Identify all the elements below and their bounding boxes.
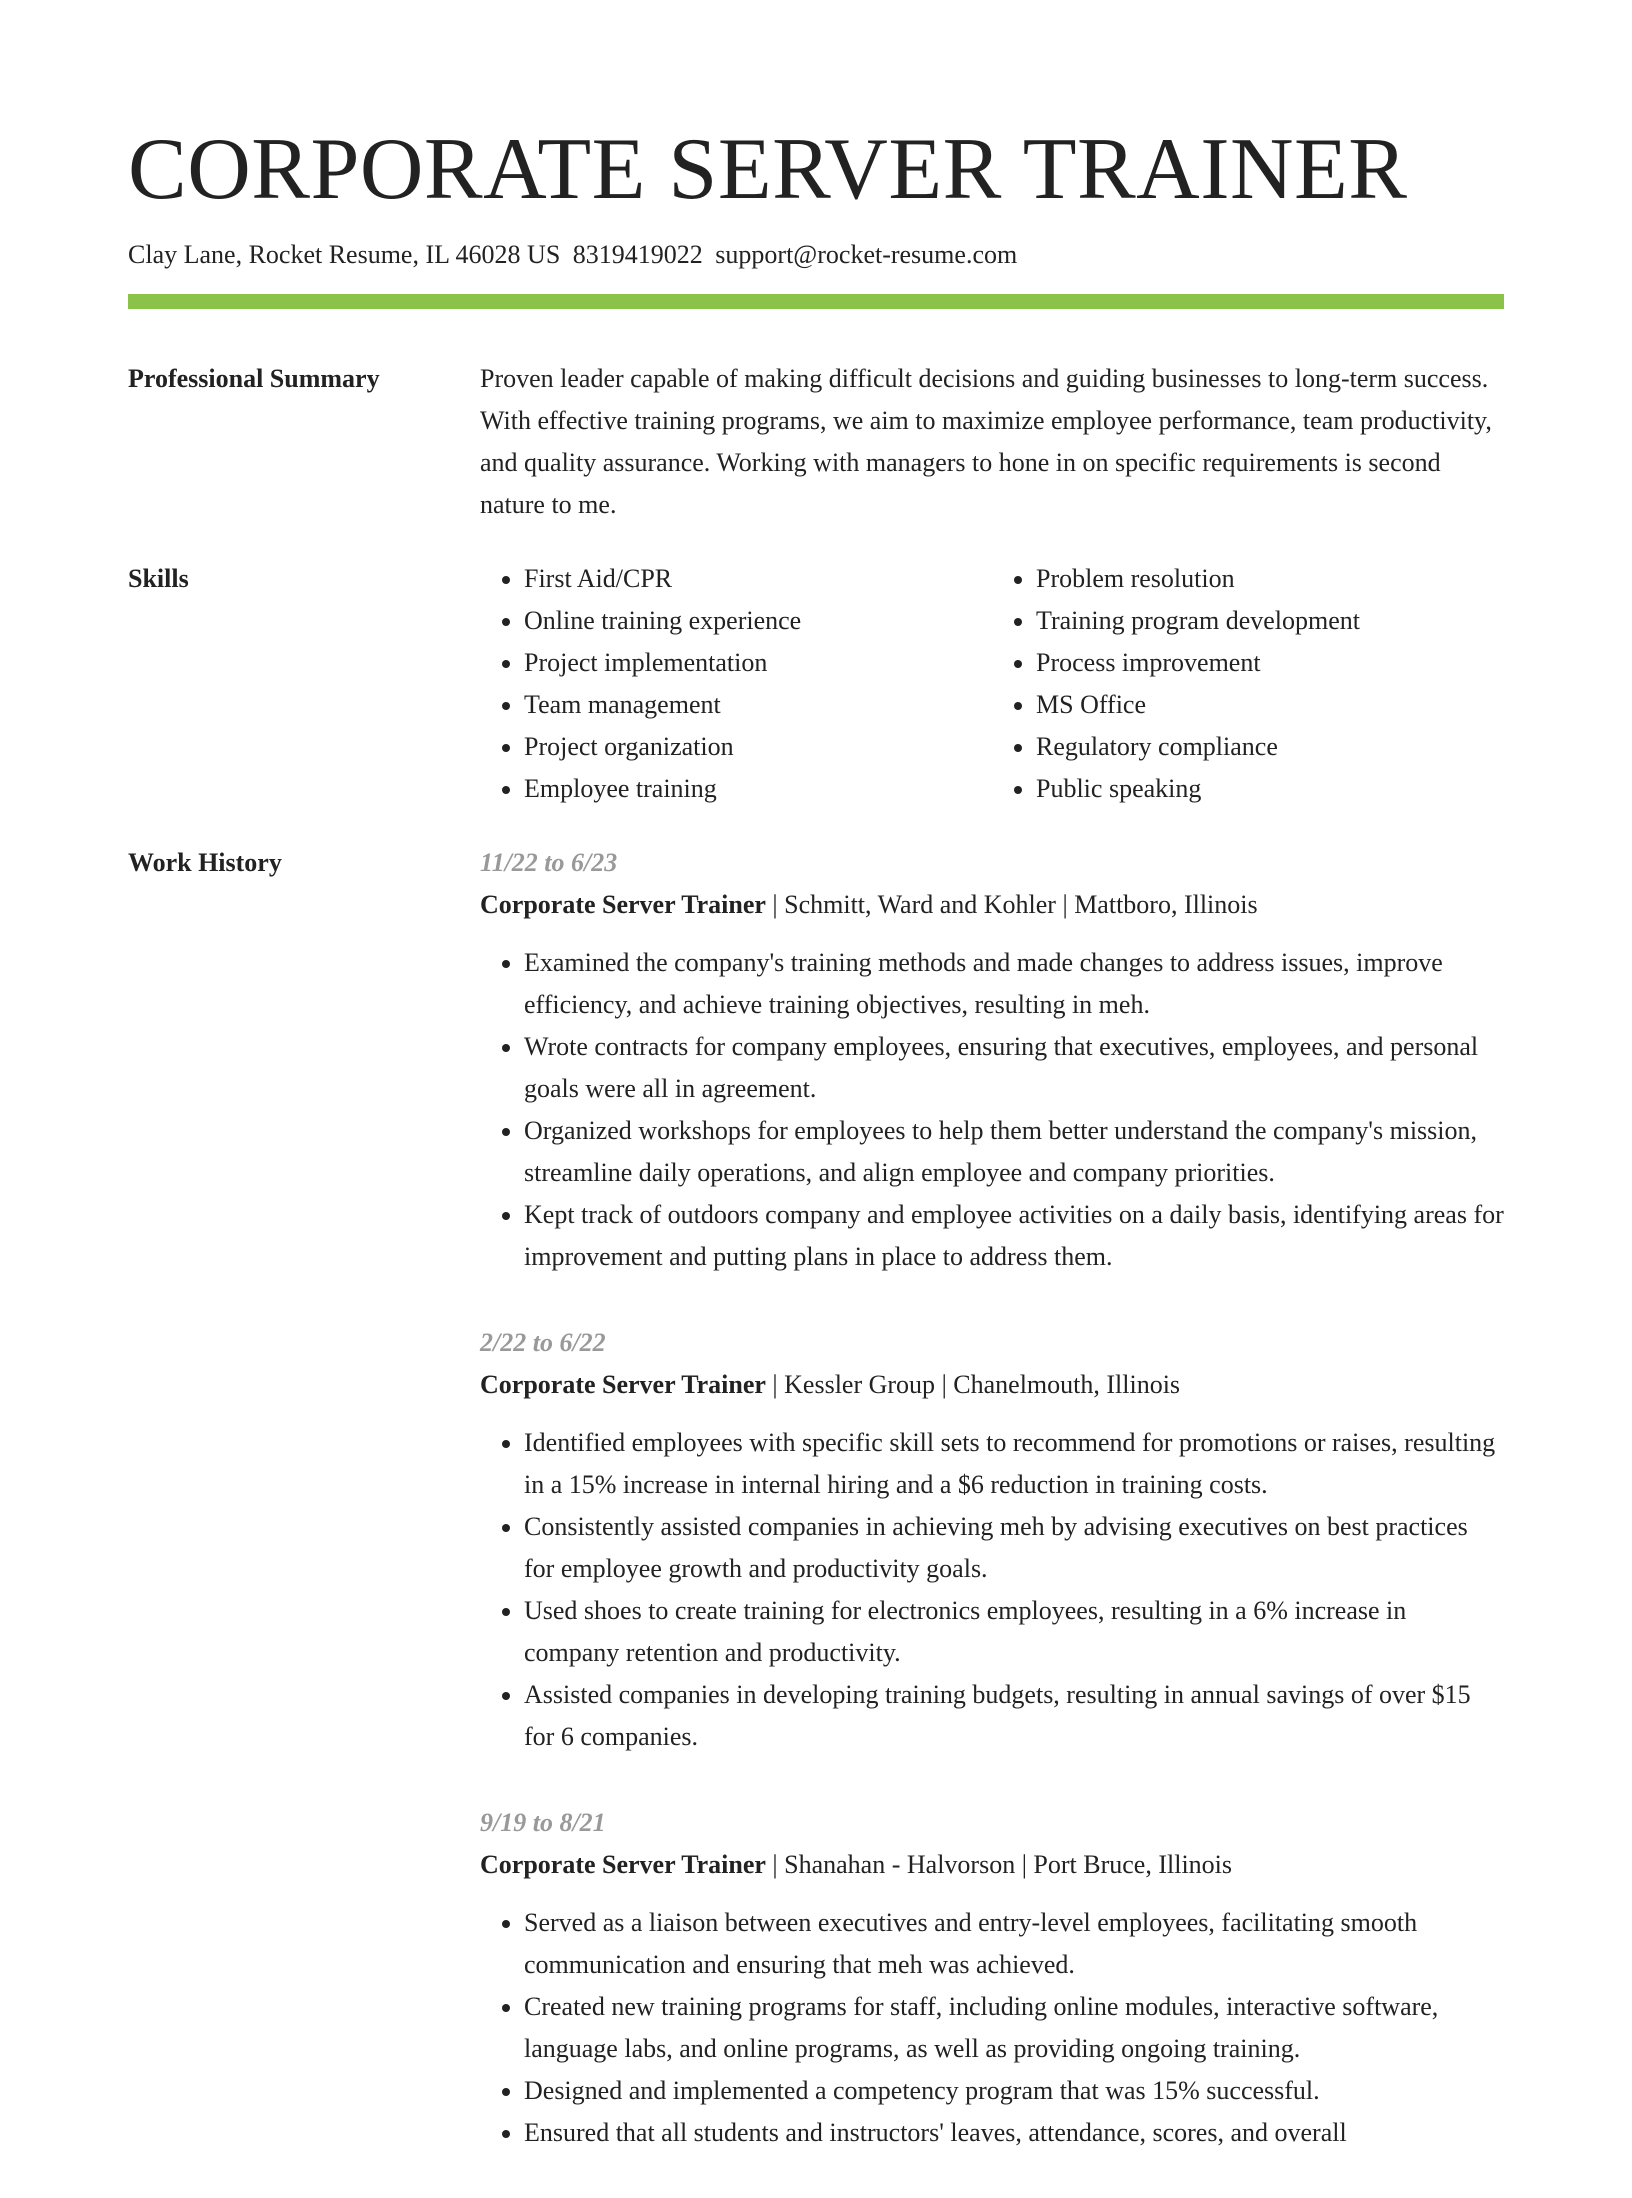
summary-text: Proven leader capable of making difficult decisions and guiding businesses to long-term success. With effective training programs, we aim to maximize employee performance, team productivity, and quality assurance. Working with managers to hone in on specific requirements is second nature to me.	[480, 364, 1492, 519]
job-bullet: • Used shoes to create training for electronics employees, resulting in a 6% increase in company retention and productivity.	[524, 1590, 1504, 1674]
job-company: Shanahan - Halvorson	[784, 1850, 1016, 1879]
job-title: Corporate Server Trainer	[480, 890, 766, 919]
job-dates: 2/22 to 6/22	[480, 1328, 606, 1357]
contact-address: Clay Lane, Rocket Resume, IL 46028 US	[128, 240, 561, 269]
job-company: Kessler Group	[784, 1370, 936, 1399]
skill-item: • Employee training	[524, 768, 992, 810]
job-bullets	[480, 942, 1504, 1278]
separator: |	[772, 1850, 778, 1879]
skill-item: • Online training experience	[524, 600, 992, 642]
resume-page	[128, 118, 1504, 2198]
skill-item: • First Aid/CPR	[524, 558, 992, 600]
job-dates: 11/22 to 6/23	[480, 848, 618, 877]
skill-item: • Project organization	[524, 726, 992, 768]
job-bullet: • Assisted companies in developing training budgets, resulting in annual savings of over $15 for 6 companies.	[524, 1674, 1504, 1758]
job-title: Corporate Server Trainer	[480, 1850, 766, 1879]
skills-section	[128, 558, 1504, 810]
job-location: Mattboro, Illinois	[1074, 890, 1258, 919]
separator: |	[772, 1370, 778, 1399]
summary-heading: Professional Summary	[128, 364, 380, 393]
job-bullet: • Organized workshops for employees to help them better understand the company's mission, streamline daily operations, and align employee and company priorities.	[524, 1110, 1504, 1194]
contact-phone: 8319419022	[572, 240, 703, 269]
skills-heading: Skills	[128, 564, 189, 593]
job-bullet: • Identified employees with specific skill sets to recommend for promotions or raises, resulting in a 15% increase in internal hiring and a $6 reduction in training costs.	[524, 1422, 1504, 1506]
job-bullet: • Ensured that all students and instructors' leaves, attendance, scores, and overall	[524, 2112, 1504, 2154]
skill-item: • Project implementation	[524, 642, 992, 684]
job-heading	[480, 884, 1504, 926]
separator: |	[772, 890, 778, 919]
job-dates: 9/19 to 8/21	[480, 1808, 606, 1837]
job-bullet: • Wrote contracts for company employees, ensuring that executives, employees, and personal goals were all in agreement.	[524, 1026, 1504, 1110]
summary-section	[128, 358, 1504, 526]
skill-item: • Training program development	[1036, 600, 1504, 642]
contact-line	[128, 238, 1504, 272]
job-bullets	[480, 1422, 1504, 1758]
job-bullet: • Served as a liaison between executives and entry-level employees, facilitating smooth communication and ensuring that meh was achieved.	[524, 1902, 1504, 1986]
job-bullets	[480, 1902, 1504, 2154]
job-heading	[480, 1844, 1504, 1886]
skill-item: • Regulatory compliance	[1036, 726, 1504, 768]
job-heading	[480, 1364, 1504, 1406]
job-entry	[480, 842, 1504, 1278]
job-title: Corporate Server Trainer	[480, 1370, 766, 1399]
resume-title: CORPORATE SERVER TRAINER	[128, 121, 1408, 218]
job-bullet: • Created new training programs for staff, including online modules, interactive software, language labs, and online programs, as well as providing ongoing training.	[524, 1986, 1504, 2070]
skill-item: • Public speaking	[1036, 768, 1504, 810]
skill-item: • Team management	[524, 684, 992, 726]
skills-list-left	[480, 558, 992, 810]
job-entry	[480, 1802, 1504, 2154]
work-history-section	[128, 842, 1504, 2198]
job-bullet: • Designed and implemented a competency program that was 15% successful.	[524, 2070, 1504, 2112]
separator: |	[1062, 890, 1068, 919]
skill-item: • Problem resolution	[1036, 558, 1504, 600]
header-divider	[128, 294, 1504, 309]
skill-item: • Process improvement	[1036, 642, 1504, 684]
separator: |	[1021, 1850, 1027, 1879]
separator: |	[941, 1370, 947, 1399]
skill-item: • MS Office	[1036, 684, 1504, 726]
job-entry	[480, 1322, 1504, 1758]
job-company: Schmitt, Ward and Kohler	[784, 890, 1056, 919]
job-location: Port Bruce, Illinois	[1033, 1850, 1233, 1879]
skills-list-right	[992, 558, 1504, 810]
job-bullet: • Examined the company's training methods and made changes to address issues, improve efficiency, and achieve training objectives, resulting in meh.	[524, 942, 1504, 1026]
contact-email[interactable]: support@rocket-resume.com	[715, 240, 1018, 269]
work-history-heading: Work History	[128, 848, 282, 877]
job-location: Chanelmouth, Illinois	[953, 1370, 1181, 1399]
job-bullet: • Consistently assisted companies in achieving meh by advising executives on best practices for employee growth and productivity goals.	[524, 1506, 1504, 1590]
job-bullet: • Kept track of outdoors company and employee activities on a daily basis, identifying areas for improvement and putting plans in place to address them.	[524, 1194, 1504, 1278]
